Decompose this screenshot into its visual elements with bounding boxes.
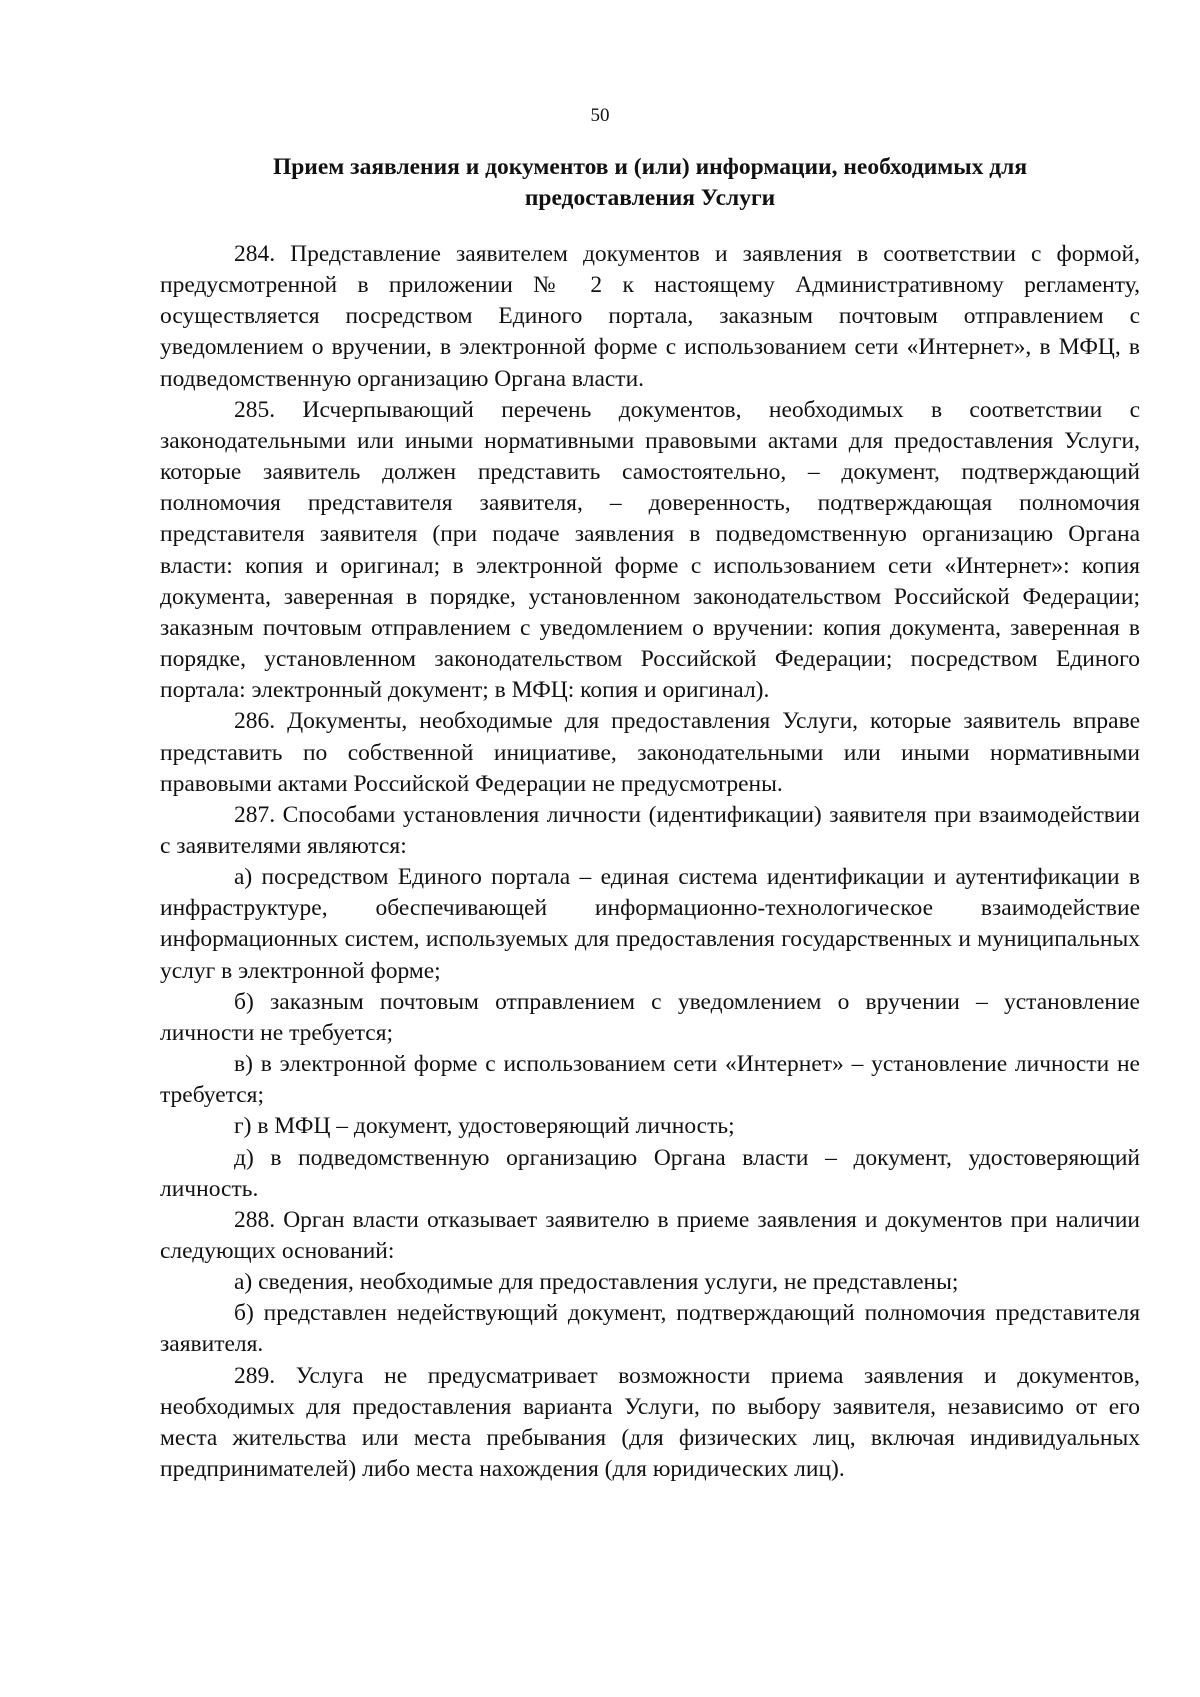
paragraph-284: 284. Представление заявителем документов и заявления в соответствии с формой, предусмотренной в приложении № 2 к настоящему Административному регламенту, осуществляется посредством Единого портала, заказным почтовым отправлением с уведомлением о вручении, в электронной форме с использованием сети «Интернет», в МФЦ, в подведомственную организацию Органа власти.	[160, 241, 1140, 392]
paragraph-287-item-g: г) в МФЦ – документ, удостоверяющий личность;	[234, 1113, 735, 1140]
document-body	[160, 239, 1140, 1485]
paragraph-285: 285. Исчерпывающий перечень документов, необходимых в соответствии с законодательными или иными нормативными правовыми актами для предоставления Услуги, которые заявитель должен представить самостоятельно, – документ, подтверждающий полномочия представителя заявителя, – доверенность, подтверждающая полномочия представителя заявителя (при подаче заявления в подведомственную организацию Органа власти: копия и оригинал; в электронной форме с использованием сети «Интернет»: копия документа, заверенная в порядке, установленном законодательством Российской Федерации; заказным почтовым отправлением с уведомлением о вручении: копия документа, заверенная в порядке, установленном законодательством Российской Федерации; посредством Единого портала: электронный документ; в МФЦ: копия и оригинал).	[160, 396, 1140, 704]
section-heading-line-1: Прием заявления и документов и (или) информации, необходимых для	[272, 154, 1028, 180]
paragraph-287-item-a: а) посредством Единого портала – единая система идентификации и аутентификации в инфраструктуре, обеспечивающей информационно-технологическое взаимодействие информационных систем, используемых для предоставления государственных и муниципальных услуг в электронной форме;	[160, 864, 1140, 984]
paragraph-288-item-a: а) сведения, необходимые для предоставления услуги, не представлены;	[234, 1269, 959, 1296]
paragraph-287: 287. Способами установления личности (идентификации) заявителя при взаимодействии с заявителями являются:	[160, 801, 1140, 859]
paragraph-288: 288. Орган власти отказывает заявителю в приеме заявления и документов при наличии следующих оснований:	[160, 1206, 1140, 1264]
paragraph-287-item-d: д) в подведомственную организацию Органа власти – документ, удостоверяющий личность.	[160, 1144, 1140, 1202]
paragraph-286: 286. Документы, необходимые для предоставления Услуги, которые заявитель вправе представить по собственной инициативе, законодательными или иными нормативными правовыми актами Российской Федерации не предусмотрены.	[160, 708, 1140, 797]
section-heading	[160, 152, 1140, 214]
paragraph-287-item-v: в) в электронной форме с использованием сети «Интернет» – установление личности не требуется;	[160, 1051, 1140, 1109]
paragraph-288-item-b: б) представлен недействующий документ, подтверждающий полномочия представителя заявителя.	[160, 1300, 1140, 1358]
paragraph-289: 289. Услуга не предусматривает возможности приема заявления и документов, необходимых для предоставления варианта Услуги, по выбору заявителя, независимо от его места жительства или места пребывания (для физических лиц, включая индивидуальных предпринимателей) либо места нахождения (для юридических лиц).	[160, 1362, 1140, 1483]
page-number: 50	[590, 105, 610, 126]
paragraph-287-item-b: б) заказным почтовым отправлением с уведомлением о вручении – установление личности не требуется;	[160, 988, 1140, 1046]
section-heading-line-2: предоставления Услуги	[524, 185, 776, 211]
